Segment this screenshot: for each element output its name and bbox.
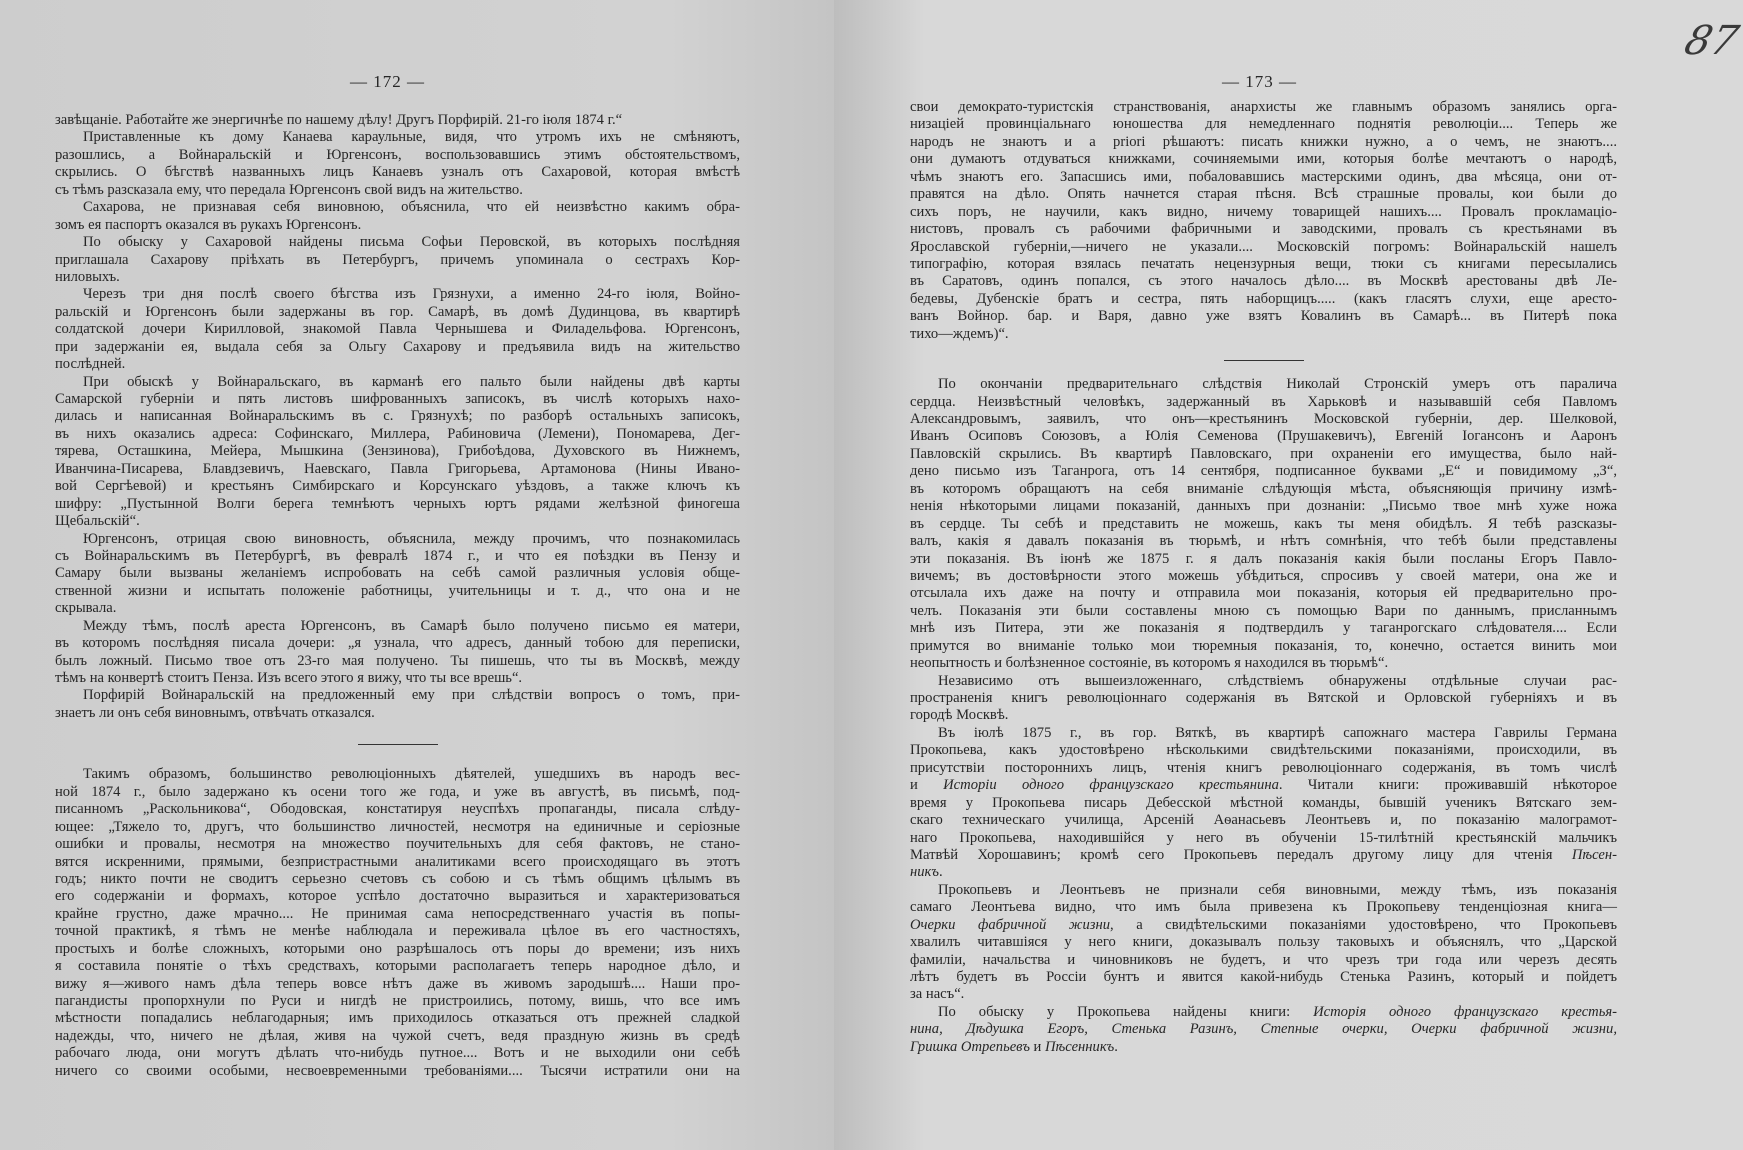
section-separator [55,722,740,766]
text-line: съ тѣмъ разсказала ему, что передала Юргенсонъ свой видъ на жительство. [55,181,523,198]
text-line: Щебальскій“. [55,513,140,530]
text-line: приглашала Сахарову пріѣхать въ Петербургъ, причемъ упоминала о сестрахъ Кор- [55,251,740,268]
text-line: ральскій и Юргенсонъ были задержаны въ гор. Самарѣ, въ домѣ Дудинцова, въ квартирѣ [55,303,740,320]
text-line: Независимо отъ вышеизложеннаго, слѣдствіемъ обнаружены отдѣльные случаи рас- [938,672,1617,689]
text-line: годъ; никто почти не сводитъ серьезно счетовъ съ собою и съ тѣмъ общимъ цѣлымъ въ [55,870,740,887]
text-line: Иванчина-Писарева, Блавдзевичъ, Наевскаго, Павла Григорьева, Артамонова (Нины Ивано- [55,460,740,477]
italic-title: Исторіи одного французскаго крестьянина [943,777,1279,794]
text-line: въ сердце. Ты себѣ и представить не можешь, какъ ты меня обидѣлъ. Я тебѣ разсказы- [910,515,1617,532]
text-line: я составила понятіе о тѣхъ средствахъ, которыми располагаетъ теперь народное дѣло, и [55,958,740,975]
text-line [910,864,1617,881]
paragraph [55,687,740,722]
text-line: Прокопьевъ и Леонтьевъ не признали себя виновными, между тѣмъ, изъ показанія [938,881,1617,898]
text-line: лѣтъ будетъ въ Россіи бунтъ и явится какой-нибудь Стенька Разинъ, который и пойдетъ [910,969,1617,985]
text-line: былъ ложный. Письмо твое отъ 23-го мая получено. Ты пишешь, что ты въ Москвѣ, между [55,652,740,669]
text-segment: Матвѣй Хорошавинъ; кромѣ сего Прокопьевъ передалъ другому лицу для чтенія [910,846,1572,863]
text-line: они думаютъ отдуваться книжками, сочиняемыми ими, которыя болѣе мечтаютъ о народѣ, [910,151,1617,168]
text-line: хвалилъ читавшіяся у него книги, доказывалъ пользу таковыхъ и объяснялъ, что „Царской [910,934,1617,951]
paragraph [910,725,1617,882]
text-line: валъ, какія я давалъ показанія въ тюрьмѣ, и нѣтъ сомнѣнія, что тебѣ были представлены [910,533,1617,550]
text-line: фамиліи, начальства и чиновниковъ не будетъ, и что чрезъ три года или черезъ десять [910,951,1617,968]
text-line: правятся на дѣло. Опять начнется старая пѣсня. Всѣ страшные провалы, кои были до [910,186,1617,203]
text-line: Самарской губерніи и пять листовъ шифрованныхъ записокъ, въ числѣ которыхъ нахо- [55,391,740,407]
text-line: Такимъ образомъ, большинство революціонныхъ дѣятелей, ушедшихъ въ народъ вес- [83,766,740,783]
text-line: мѣстности попадались неблагодарныя; имъ приходилось отказаться отъ прежней сладкой [55,1010,740,1027]
text-line: ванъ Войнор. бар. и Варя, давно уже взятъ Ковалинъ въ Самарѣ... въ Питерѣ пока [910,308,1617,325]
text-line: Иванъ Осиповъ Союзовъ, а Юлія Семенова (Прушакевичъ), Евгеній Іогансонъ и Ааронъ [910,428,1617,445]
text-line: шифру: „Пустынной Волги берега темнѣютъ черныхъ юртъ рядами желѣзной финогеша [55,495,740,512]
text-segment: . [1114,1038,1118,1055]
text-line: сихъ поръ, не научили, какъ видно, ничему товарищей нашихъ.... Провалъ прокламаціо- [910,203,1617,220]
text-line: пространенія книгъ революціоннаго содержанія въ Вятской и Орловской губерніяхъ и въ [910,690,1617,706]
text-line: Александровымъ, заявилъ, что онъ—крестьянинъ Московской губерніи, дер. Шелковой, [910,411,1617,427]
text-line: низаціей провинціальнаго юношества для немедленнаго поднятія революціи.... Теперь же [910,116,1617,133]
paragraph [910,376,1617,672]
text-segment: . [938,864,943,881]
text-line: Юргенсонъ, отрицая свою виновность, объяснила, между прочимъ, что познакомилась [83,530,740,547]
text-line: нистовъ, провалъ съ рабочими фабричными и заводскими, провалъ съ крестьянами въ [910,221,1617,238]
text-line: скрывала. [55,600,117,617]
section-separator [910,343,1617,376]
text-line: ющее: „Тяжело то, другъ, что большинство личностей, несмотря на единичные и серіозные [55,818,740,835]
paragraph [910,673,1617,725]
text-line: городѣ Москвѣ. [910,707,1009,724]
text-segment: и [910,777,944,794]
text-line: въ Саратовъ, одинъ попался, съ этого началось дѣло.... въ Москвѣ арестованы двѣ Ле- [910,273,1617,290]
text-line: простыхъ и болѣе сложныхъ, которыми оно разрѣшалось отъ поры до времени; изъ нихъ [55,940,740,957]
text-line: ниловыхъ. [55,268,120,285]
text-line: сердца. Неизвѣстный человѣкъ, задержанный въ Харьковѣ и называвшій себя Павломъ [910,393,1617,410]
text-line: скрылись. О бѣгствѣ названныхъ лицъ Канаевъ узналъ отъ Сахаровой, которая вмѣстѣ [55,164,740,181]
text-line: ной 1874 г., было задержано къ осени того же года, и уже въ августѣ, въ письмѣ, под- [55,783,740,800]
text-line: въ нихъ оказались адреса: Софинскаго, Миллера, Рабиновича (Лемени), Пономарева, Дег- [55,425,740,442]
text-line: вичемъ; въ достовѣрности этого можешь убѣдиться, спросивъ у своей матери, она же и [910,567,1617,584]
paragraph [910,882,1617,1004]
left-text-column [55,112,740,1080]
paragraph [55,112,740,129]
text-line: дилась и написанная Войнаральскимъ въ с. Грязнухѣ; по разборѣ остальныхъ записокъ, [55,408,740,425]
paragraph [55,766,740,1080]
text-line: Прокопьева, какъ удостовѣрено нѣсколькими свидѣтельскими показаніями, происходили, въ [910,742,1617,759]
text-line: въ которомъ послѣдняя писала дочери: „я узнала, что адресъ, данный тобою для переписки, [55,635,740,652]
text-line: писанномъ „Раскольникова“, Ободовская, констатируя неуспѣхъ пропаганды, писала слѣду- [55,801,740,818]
paragraph [55,129,740,199]
text-line: присутствіи постороннихъ лицъ, чтенія книгъ революціоннаго содержанія, въ томъ числѣ [910,759,1617,776]
page-number-left: — 172 — [350,72,425,91]
text-segment: . Читали книги: проживавшій нѣкоторое [1278,777,1617,794]
text-line: самаго Леонтьева видно, что имъ была привезена къ Прокопьеву тенденціозная книга— [910,899,1617,916]
text-line [910,777,1617,794]
text-line: зомъ ея паспортъ оказался въ рукахъ Юргенсонъ. [55,216,362,233]
text-line: знаетъ ли онъ себя виновнымъ, отвѣчать отказался. [55,704,375,721]
text-line [910,1039,1617,1056]
text-line: пагандисты пропорхнули по Руси и нигдѣ не пристроились, потому, вишь, что все имъ [55,993,740,1009]
italic-title: Пѣсен- [1571,846,1617,863]
paragraph [55,374,740,531]
text-line: послѣдней. [55,356,126,373]
text-line: надежды, что, ничего не дѣлая, живя на чужой счетъ, ведя праздную жизнь въ средѣ [55,1027,740,1044]
text-line: разошлись, а Войнаральскій и Юргенсонъ, воспользовавшись этимъ обстоятельствомъ, [55,146,740,163]
text-line [910,1004,1617,1021]
text-line: дено письмо изъ Таганрога, отъ 14 сентября, подписанное буквами „Е“ и повидимому „З“, [910,463,1617,480]
handwritten-folio-mark: 87 [1679,18,1743,64]
text-line: солдатской дочери Кирилловой, знакомой Павла Чернышева и Филадельфова. Юргенсонъ, [55,321,740,338]
text-line: ошибки и провалы, несмотря на множество поучительныхъ для себя фактовъ, не стано- [55,836,740,853]
text-line [910,847,1617,864]
text-line [910,1021,1617,1038]
text-segment: и [1029,1038,1046,1055]
text-line: Приставленные къ дому Канаева караульные, видя, что утромъ ихъ не смѣняютъ, [83,129,740,146]
text-line: чѣмъ знаютъ его. Запасшись ими, побаловавшись мастерскими одинъ, два мѣсяца, они от- [910,168,1617,185]
text-line: завѣщаніе. Работайте же энергичнѣе по нашему дѣлу! Другъ Порфирій. 21-го іюля 1874 г.“ [55,112,623,128]
text-line: съ Войнаральскимъ въ Петербургѣ, въ февралѣ 1874 г., и что ея поѣздки въ Пензу и [55,547,740,564]
text-line: мнѣ изъ Питера, эти же показанія я подтвердилъ у таганрогскаго слѣдователя.... Если [910,620,1617,637]
text-line: Въ іюлѣ 1875 г., въ гор. Вяткѣ, въ квартирѣ сапожнаго мастера Гаврилы Германа [938,724,1617,741]
text-line: вой Сергѣевой) и крестьянъ Симбирскаго и Корсунскаго уѣздовъ, а также ключъ къ [55,478,740,495]
text-line: его содержаніи и формахъ, которое успѣло достаточно выразиться и характеризоваться [55,888,740,905]
text-line: при задержаніи ея, выдала себя за Ольгу Сахарову и предъявила видъ на жительство [55,338,740,355]
text-line: скаго техническаго училища, Арсеній Аѳанасьевъ Леонтьевъ и, по показанію малограмот- [910,812,1617,829]
italic-title: Очерки фабричной жизни [910,916,1111,933]
text-line: ничего со своими особыми, несвоевременными требованіями.... Тысячи истратили они на [55,1062,740,1079]
text-line: При обыскѣ у Войнаральскаго, въ карманѣ его пальто были найдены двѣ карты [83,373,740,390]
text-line: тярева, Осташкина, Мейера, Мышкина (Зензинова), Грибоѣдова, Духовского въ Нижнемъ, [55,443,740,460]
text-line: за насъ“. [910,986,965,1003]
page-number-right: — 173 — [1222,72,1297,91]
text-line: тихо—ждемъ)“. [910,325,1009,342]
text-line: По окончаніи предварительнаго слѣдствія Николай Стронскій умеръ отъ паралича [938,376,1617,393]
italic-title: Исторія одного французскаго крестья- [1313,1003,1617,1020]
text-line: челъ. Показанія эти были составлены мною съ помощью Вари по даннымъ, присланнымъ [910,602,1617,619]
text-segment: По обыску у Прокопьева найдены книги: [938,1003,1314,1020]
italic-title: никъ [910,864,939,881]
text-line: время у Прокопьева писарь Дебесской мѣстной команды, бывшій ученикъ Вятскаго зем- [910,794,1617,811]
text-line: Сахарова, не признавая себя виновною, объяснила, что ей неизвѣстно какимъ обра- [83,199,740,216]
text-line: ненія нѣкоторыми лицами показаній, данныхъ при дознаніи: „Письмо твое мнѣ хуже ножа [910,498,1617,515]
italic-title: Гришка Отрепьевъ [910,1038,1030,1055]
text-line: точной практикѣ, я тѣмъ не менѣе наблюдала и переживала цѣлое въ его частностяхъ, [55,923,740,940]
paragraph [55,199,740,234]
text-line: Черезъ три дня послѣ своего бѣгства изъ Грязнухи, а именно 24-го іюля, Войно- [83,286,740,303]
text-line: народъ не знаютъ и а priori рѣшаютъ: писать книжки нужно, а о чемъ, не знаютъ.... [910,133,1617,150]
paragraph [55,618,740,688]
paragraph [55,286,740,373]
paragraph [55,531,740,618]
text-line: примутся во вниманіе только мои тюремныя показанія, то, конечно, остается винить мои [910,637,1617,654]
text-line: типографію, которая взялась печатать нецензурныя вещи, тюки съ книгами пересылались [910,255,1617,272]
text-line: неопытность и болѣзненное состояніе, въ которомъ я находился въ тюрьмѣ“. [910,655,1389,672]
text-line [910,917,1617,934]
paragraph [55,234,740,286]
text-line: вижу я—живого намъ дѣла теперь вовсе нѣтъ даже въ живомъ зародышѣ.... Наши про- [55,975,740,992]
text-line: эти показанія. Въ іюнѣ же 1875 г. я далъ показанія какія были посланы Егоръ Павло- [910,550,1617,567]
text-line: наго Прокопьева, находившійся у него въ обученіи 15-тилѣтній крестьянскій мальчикъ [910,829,1617,846]
paragraph [910,99,1617,343]
text-line: Павловскій скрылись. Въ квартирѣ Павловскаго, при охраненіи его имущества, было най- [910,445,1617,462]
text-line: свои демократо-туристскія странствованія, анархисты же главнымъ образомъ занялись орга- [910,99,1617,115]
text-line: рабочаго люда, они могутъ дѣлать что-нибудь путное.... Вотъ и не выходили они себѣ [55,1045,740,1062]
text-line: тѣмъ на конвертѣ стоитъ Пенза. Изъ всего этого я вижу, что ты все врешь“. [55,670,523,686]
italic-title: Пѣсенникъ [1045,1038,1115,1055]
text-line: крайне грустно, даже мрачно.... Не принимая сама непосредственнаго участія въ попы- [55,905,740,922]
text-line: Ярославской губерніи,—ничего не указали.... Московскій погромъ: Войнаральскій нашелъ [910,238,1617,255]
text-line: Между тѣмъ, послѣ ареста Юргенсонъ, въ Самарѣ было получено письмо ея матери, [83,617,740,634]
paragraph [910,1004,1617,1056]
text-line: ственной жизни и испытать положеніе работницы, учительницы и т. д., что она и не [55,582,740,599]
text-line: въ которомъ обращаютъ на себя вниманіе слѣдующія мѣста, объясняющія причину измѣ- [910,480,1617,497]
text-line: Самару были вызваны желаніемъ испробовать на себѣ самой различныя условія обще- [55,565,740,582]
text-line: По обыску у Сахаровой найдены письма Софьи Перовской, въ которыхъ послѣдняя [83,234,740,251]
italic-title: нина, Дѣдушка Егоръ, Стенька Разинъ, Степные очерки, Очерки фабричной жизни, [910,1021,1617,1038]
text-line: Порфирій Войнаральскій на предложенный ему при слѣдствіи вопросъ о томъ, при- [83,687,740,704]
text-line: вятся искренними, прямыми, безпристрастными аналитиками всего происходящаго въ этотъ [55,853,740,870]
right-text-column [910,99,1617,1056]
text-line: бедевы, Дубенскіе братъ и сестра, пять наборщицъ..... (какъ гласятъ слухи, еще аресто- [910,290,1617,307]
text-line: отсылала ихъ даже на почту и отправила мои показанія, которыя ей предварительно про- [910,585,1617,602]
text-segment: , а свидѣтельскими показаніями удостовѣрено, что Прокопьевъ [1110,916,1617,933]
